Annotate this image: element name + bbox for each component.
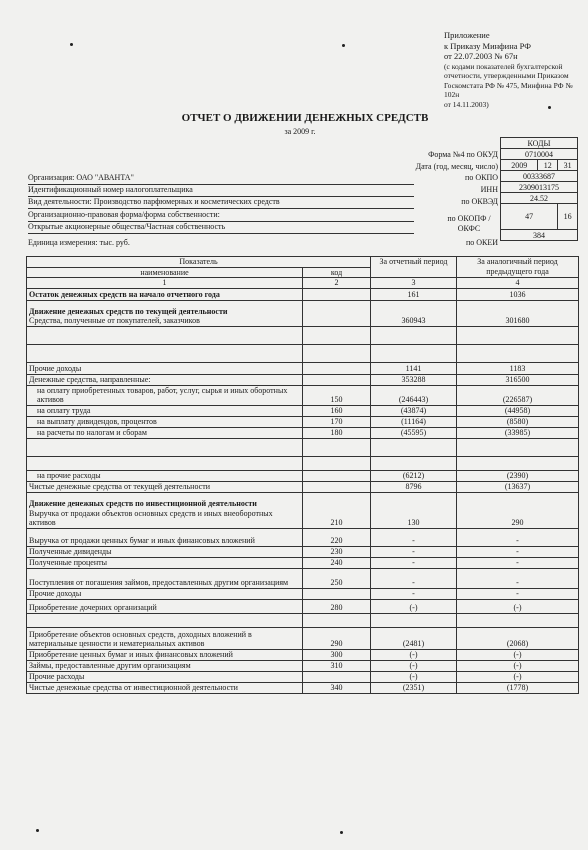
row-current-value: (11164)	[371, 416, 457, 427]
row-code	[303, 456, 371, 470]
row-current-value: -	[371, 546, 457, 557]
row-previous-value	[457, 326, 579, 344]
row-name: на оплату приобретенных товаров, работ, услуг, сырья и иных оборотных активов	[27, 385, 303, 405]
row-previous-value	[457, 456, 579, 470]
row-code	[303, 288, 371, 300]
row-name: на прочие расходы	[27, 470, 303, 481]
row-code: 220	[303, 528, 371, 546]
okfs-code: 16	[558, 204, 578, 230]
row-code	[303, 300, 371, 326]
okpo-code: 00333687	[501, 171, 578, 182]
row-code: 170	[303, 416, 371, 427]
row-code: 310	[303, 660, 371, 671]
table-row	[27, 456, 579, 470]
appendix-line: от 14.11.2003)	[444, 99, 489, 109]
header-name: наименование	[27, 267, 303, 278]
table-row	[27, 288, 579, 300]
appendix-line: Госкомстата РФ № 475, Минфина РФ №	[444, 80, 573, 90]
row-name: на оплату труда	[27, 405, 303, 416]
divider	[28, 208, 414, 209]
section-heading: Движение денежных средств по инвестиционной деятельности	[29, 499, 257, 508]
appendix-note	[444, 30, 584, 109]
scan-speck	[548, 106, 551, 109]
row-name: Прочие доходы	[27, 588, 303, 599]
table-row	[27, 588, 579, 599]
row-current-value	[371, 326, 457, 344]
table-row	[27, 568, 579, 588]
row-previous-value	[457, 613, 579, 627]
row-previous-value: (226587)	[457, 385, 579, 405]
row-current-value: 360943	[371, 300, 457, 326]
row-current-value	[371, 613, 457, 627]
table-row	[27, 682, 579, 693]
table-row	[27, 627, 579, 649]
row-name: на расчеты по налогам и сборам	[27, 427, 303, 438]
row-name: Полученные проценты	[27, 557, 303, 568]
row-name	[27, 300, 303, 326]
row-code	[303, 326, 371, 344]
legal-form: Организационно-правовая форма/форма собственности:	[28, 210, 220, 219]
okud-code: 0710004	[501, 149, 578, 160]
column-number: 3	[371, 278, 457, 289]
row-current-value: (2481)	[371, 627, 457, 649]
row-previous-value: -	[457, 568, 579, 588]
row-code: 290	[303, 627, 371, 649]
row-current-value: (45595)	[371, 427, 457, 438]
column-number: 4	[457, 278, 579, 289]
okved-code: 24.52	[501, 193, 578, 204]
row-current-value: -	[371, 528, 457, 546]
scan-speck	[70, 43, 73, 46]
row-current-value: (-)	[371, 649, 457, 660]
codes-table	[500, 137, 578, 241]
row-current-value	[371, 456, 457, 470]
row-previous-value: 290	[457, 492, 579, 528]
table-row	[27, 492, 579, 528]
okved-label: по ОКВЭД	[461, 197, 498, 206]
row-code: 250	[303, 568, 371, 588]
date-label: Дата (год, месяц, число)	[415, 162, 498, 171]
appendix-line: (с кодами показателей бухгалтерской	[444, 61, 563, 71]
table-row	[27, 481, 579, 492]
row-current-value: -	[371, 588, 457, 599]
row-name: Займы, предоставленные другим организациям	[27, 660, 303, 671]
row-name: Чистые денежные средства от текущей деятельности	[27, 481, 303, 492]
cash-flow-table	[26, 256, 579, 694]
date-month: 12	[538, 160, 558, 171]
header-current-period: За отчетный период	[371, 257, 457, 278]
row-name: Прочие расходы	[27, 671, 303, 682]
row-previous-value: 1183	[457, 362, 579, 374]
row-current-value: -	[371, 568, 457, 588]
row-name: на выплату дивидендов, процентов	[27, 416, 303, 427]
row-previous-value: (-)	[457, 649, 579, 660]
scan-speck	[340, 831, 343, 834]
table-row	[27, 362, 579, 374]
row-previous-value: (13637)	[457, 481, 579, 492]
row-current-value: 130	[371, 492, 457, 528]
table-row	[27, 344, 579, 362]
report-title: ОТЧЕТ О ДВИЖЕНИИ ДЕНЕЖНЫХ СРЕДСТВ	[181, 112, 429, 124]
okei-code: 384	[501, 230, 578, 241]
row-name: Приобретение дочерних организаций	[27, 599, 303, 613]
table-row	[27, 470, 579, 481]
table-row	[27, 326, 579, 344]
row-code	[303, 588, 371, 599]
table-row	[27, 405, 579, 416]
row-previous-value: (-)	[457, 599, 579, 613]
organization-name: Организация: ОАО "АВАНТА"	[28, 173, 134, 182]
row-name	[27, 613, 303, 627]
row-current-value: (-)	[371, 660, 457, 671]
row-previous-value: (33985)	[457, 427, 579, 438]
row-label: Средства, полученные от покупателей, заказчиков	[29, 316, 200, 325]
row-name: Приобретение ценных бумаг и иных финансовых вложений	[27, 649, 303, 660]
row-code: 180	[303, 427, 371, 438]
row-code: 340	[303, 682, 371, 693]
row-previous-value: 1036	[457, 288, 579, 300]
row-previous-value	[457, 438, 579, 456]
row-name: Приобретение объектов основных средств, доходных вложений в материальные ценности и нематериальных активов	[27, 627, 303, 649]
inn-code: 2309013175	[501, 182, 578, 193]
row-code: 160	[303, 405, 371, 416]
okud-label: Форма №4 по ОКУД	[428, 150, 498, 159]
table-row	[27, 416, 579, 427]
ownership-form: Открытые акционерные общества/Частная собственность	[28, 222, 226, 231]
row-previous-value	[457, 344, 579, 362]
appendix-line: к Приказу Минфина РФ	[444, 40, 531, 51]
row-previous-value: (44958)	[457, 405, 579, 416]
row-name: Поступления от погашения займов, предоставленных другим организациям	[27, 568, 303, 588]
row-current-value: (-)	[371, 671, 457, 682]
okpo-label: по ОКПО	[465, 173, 498, 182]
table-row	[27, 557, 579, 568]
row-previous-value: (-)	[457, 660, 579, 671]
row-code: 230	[303, 546, 371, 557]
header-code: код	[303, 267, 371, 278]
divider	[28, 233, 414, 234]
table-row	[27, 546, 579, 557]
row-name	[27, 492, 303, 528]
row-previous-value: -	[457, 588, 579, 599]
row-name	[27, 326, 303, 344]
row-name	[27, 438, 303, 456]
row-name	[27, 344, 303, 362]
appendix-line: Приложение	[444, 30, 490, 40]
scan-speck	[342, 44, 345, 47]
report-period: за 2009 г.	[284, 127, 316, 136]
row-current-value: (2351)	[371, 682, 457, 693]
table-row	[27, 427, 579, 438]
row-code: 210	[303, 492, 371, 528]
table-row	[27, 660, 579, 671]
date-year: 2009	[501, 160, 538, 171]
row-previous-value: (2068)	[457, 627, 579, 649]
appendix-line: от 22.07.2003 № 67н	[444, 51, 518, 61]
row-current-value: 1141	[371, 362, 457, 374]
row-code: 150	[303, 385, 371, 405]
row-name: Выручка от продажи ценных бумаг и иных финансовых вложений	[27, 528, 303, 546]
row-current-value	[371, 344, 457, 362]
header-previous-period: За аналогичный период предыдущего года	[457, 257, 579, 278]
activity-type: Вид деятельности: Производство парфюмерных и косметических средств	[28, 197, 280, 206]
row-name	[27, 456, 303, 470]
row-name: Денежные средства, направленные:	[27, 374, 303, 385]
okopf-code: 47	[501, 204, 558, 230]
scan-speck	[36, 829, 39, 832]
row-code: 240	[303, 557, 371, 568]
row-previous-value: -	[457, 557, 579, 568]
row-name: Чистые денежные средства от инвестиционной деятельности	[27, 682, 303, 693]
table-row	[27, 671, 579, 682]
table-row	[27, 528, 579, 546]
row-previous-value: 301680	[457, 300, 579, 326]
codes-header: КОДЫ	[501, 138, 578, 149]
row-name: Прочие доходы	[27, 362, 303, 374]
table-row	[27, 599, 579, 613]
row-previous-value: (2390)	[457, 470, 579, 481]
row-current-value: (-)	[371, 599, 457, 613]
row-current-value: (6212)	[371, 470, 457, 481]
row-current-value	[371, 438, 457, 456]
row-code	[303, 671, 371, 682]
appendix-line: 102н	[444, 90, 460, 99]
row-current-value: 353288	[371, 374, 457, 385]
row-code	[303, 613, 371, 627]
row-code: 280	[303, 599, 371, 613]
row-previous-value: (-)	[457, 671, 579, 682]
table-row	[27, 385, 579, 405]
table-row	[27, 649, 579, 660]
row-previous-value: 316500	[457, 374, 579, 385]
appendix-line: отчетности, утвержденными Приказом	[444, 71, 569, 80]
unit-of-measure: Единица измерения: тыс. руб.	[28, 238, 130, 247]
row-name: Полученные дивиденды	[27, 546, 303, 557]
okei-label: по ОКЕИ	[465, 238, 498, 247]
table-row	[27, 438, 579, 456]
table-row	[27, 374, 579, 385]
row-current-value: 8796	[371, 481, 457, 492]
row-code	[303, 481, 371, 492]
table-row	[27, 613, 579, 627]
column-number: 1	[27, 278, 303, 289]
row-previous-value: (8580)	[457, 416, 579, 427]
row-code: 300	[303, 649, 371, 660]
row-code	[303, 470, 371, 481]
row-current-value: 161	[371, 288, 457, 300]
row-previous-value: -	[457, 546, 579, 557]
row-previous-value: (1778)	[457, 682, 579, 693]
table-row	[27, 300, 579, 326]
column-number: 2	[303, 278, 371, 289]
row-current-value: (43874)	[371, 405, 457, 416]
row-code	[303, 362, 371, 374]
row-previous-value: -	[457, 528, 579, 546]
row-label: Выручка от продажи объектов основных средств и иных внеоборотных активов	[29, 508, 273, 527]
row-current-value: (246443)	[371, 385, 457, 405]
row-current-value: -	[371, 557, 457, 568]
date-day: 31	[558, 160, 578, 171]
okopf-label: по ОКОПФ / ОКФС	[447, 214, 491, 233]
row-code	[303, 344, 371, 362]
header-indicator: Показатель	[27, 257, 371, 268]
inn-text: Идентификационный номер налогоплательщика	[28, 185, 193, 194]
row-code	[303, 374, 371, 385]
row-name: Остаток денежных средств на начало отчетного года	[27, 288, 303, 300]
section-heading: Движение денежных средств по текущей деятельности	[29, 306, 228, 316]
row-code	[303, 438, 371, 456]
inn-label: ИНН	[480, 185, 498, 194]
